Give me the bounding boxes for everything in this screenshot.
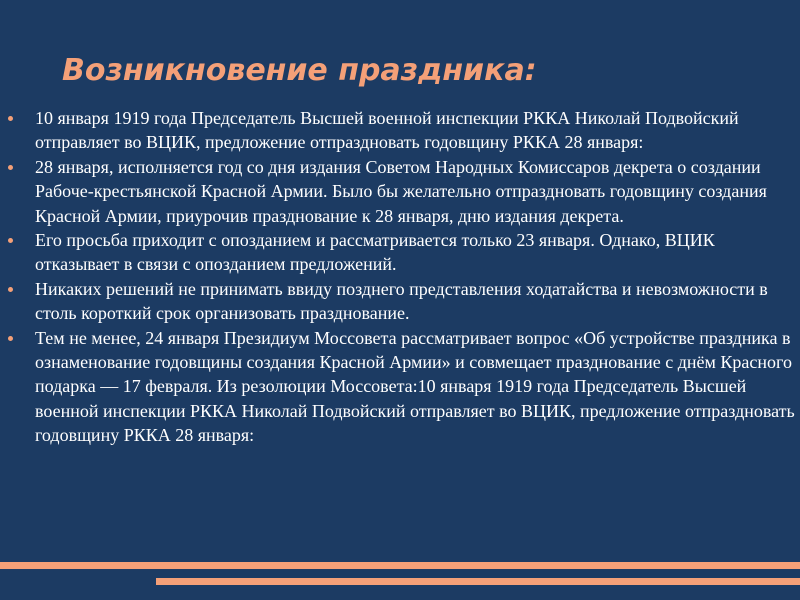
bullet-text: 10 января 1919 года Председатель Высшей военной инспекции РККА Николай Подвойский отправляет во ВЦИК, предложение отпраздновать годовщину РККА 28 января: — [35, 108, 739, 153]
bullet-item — [8, 106, 800, 155]
bullet-item — [8, 155, 800, 228]
bullet-list — [8, 106, 800, 448]
bullet-item — [8, 277, 800, 326]
bullet-item — [8, 228, 800, 277]
bullet-dot-icon — [8, 287, 13, 292]
bullet-text: Его просьба приходит с опозданием и рассматривается только 23 января. Однако, ВЦИК отказывает в связи с опозданием предложений. — [35, 230, 715, 275]
bullet-dot-icon — [8, 165, 13, 170]
bullet-text: Тем не менее, 24 января Президиум Моссовета рассматривает вопрос «Об устройстве праздника в ознаменование годовщины создания Красной Армии» и совмещает празднование с днём Красного подарка — 17 февраля. Из резолюции Моссовета:10 января 1919 года Председатель Высшей военной инспекции РККА Николай Подвойский отправляет во ВЦИК, предложение отпраздновать годовщину РККА 28 января: — [35, 327, 795, 446]
bullet-text: 28 января, исполняется год со дня издания Советом Народных Комиссаров декрета о создании Рабоче-крестьянской Красной Армии. Было бы желательно отпраздновать годовщину создания Красной Армии, приурочив празднование к 28 января, дню издания декрета. — [35, 156, 767, 226]
bullet-text: Никаких решений не принимать ввиду позднего представления ходатайства и невозможности в столь короткий срок организовать празднование. — [35, 278, 768, 324]
bullet-dot-icon — [8, 116, 13, 121]
decorative-band-gap — [0, 578, 156, 585]
bullet-dot-icon — [8, 336, 13, 341]
slide-title: Возникновение праздника: — [62, 53, 537, 88]
decorative-band-top — [0, 562, 800, 569]
bullet-dot-icon — [8, 238, 13, 243]
bullet-item — [8, 326, 800, 448]
